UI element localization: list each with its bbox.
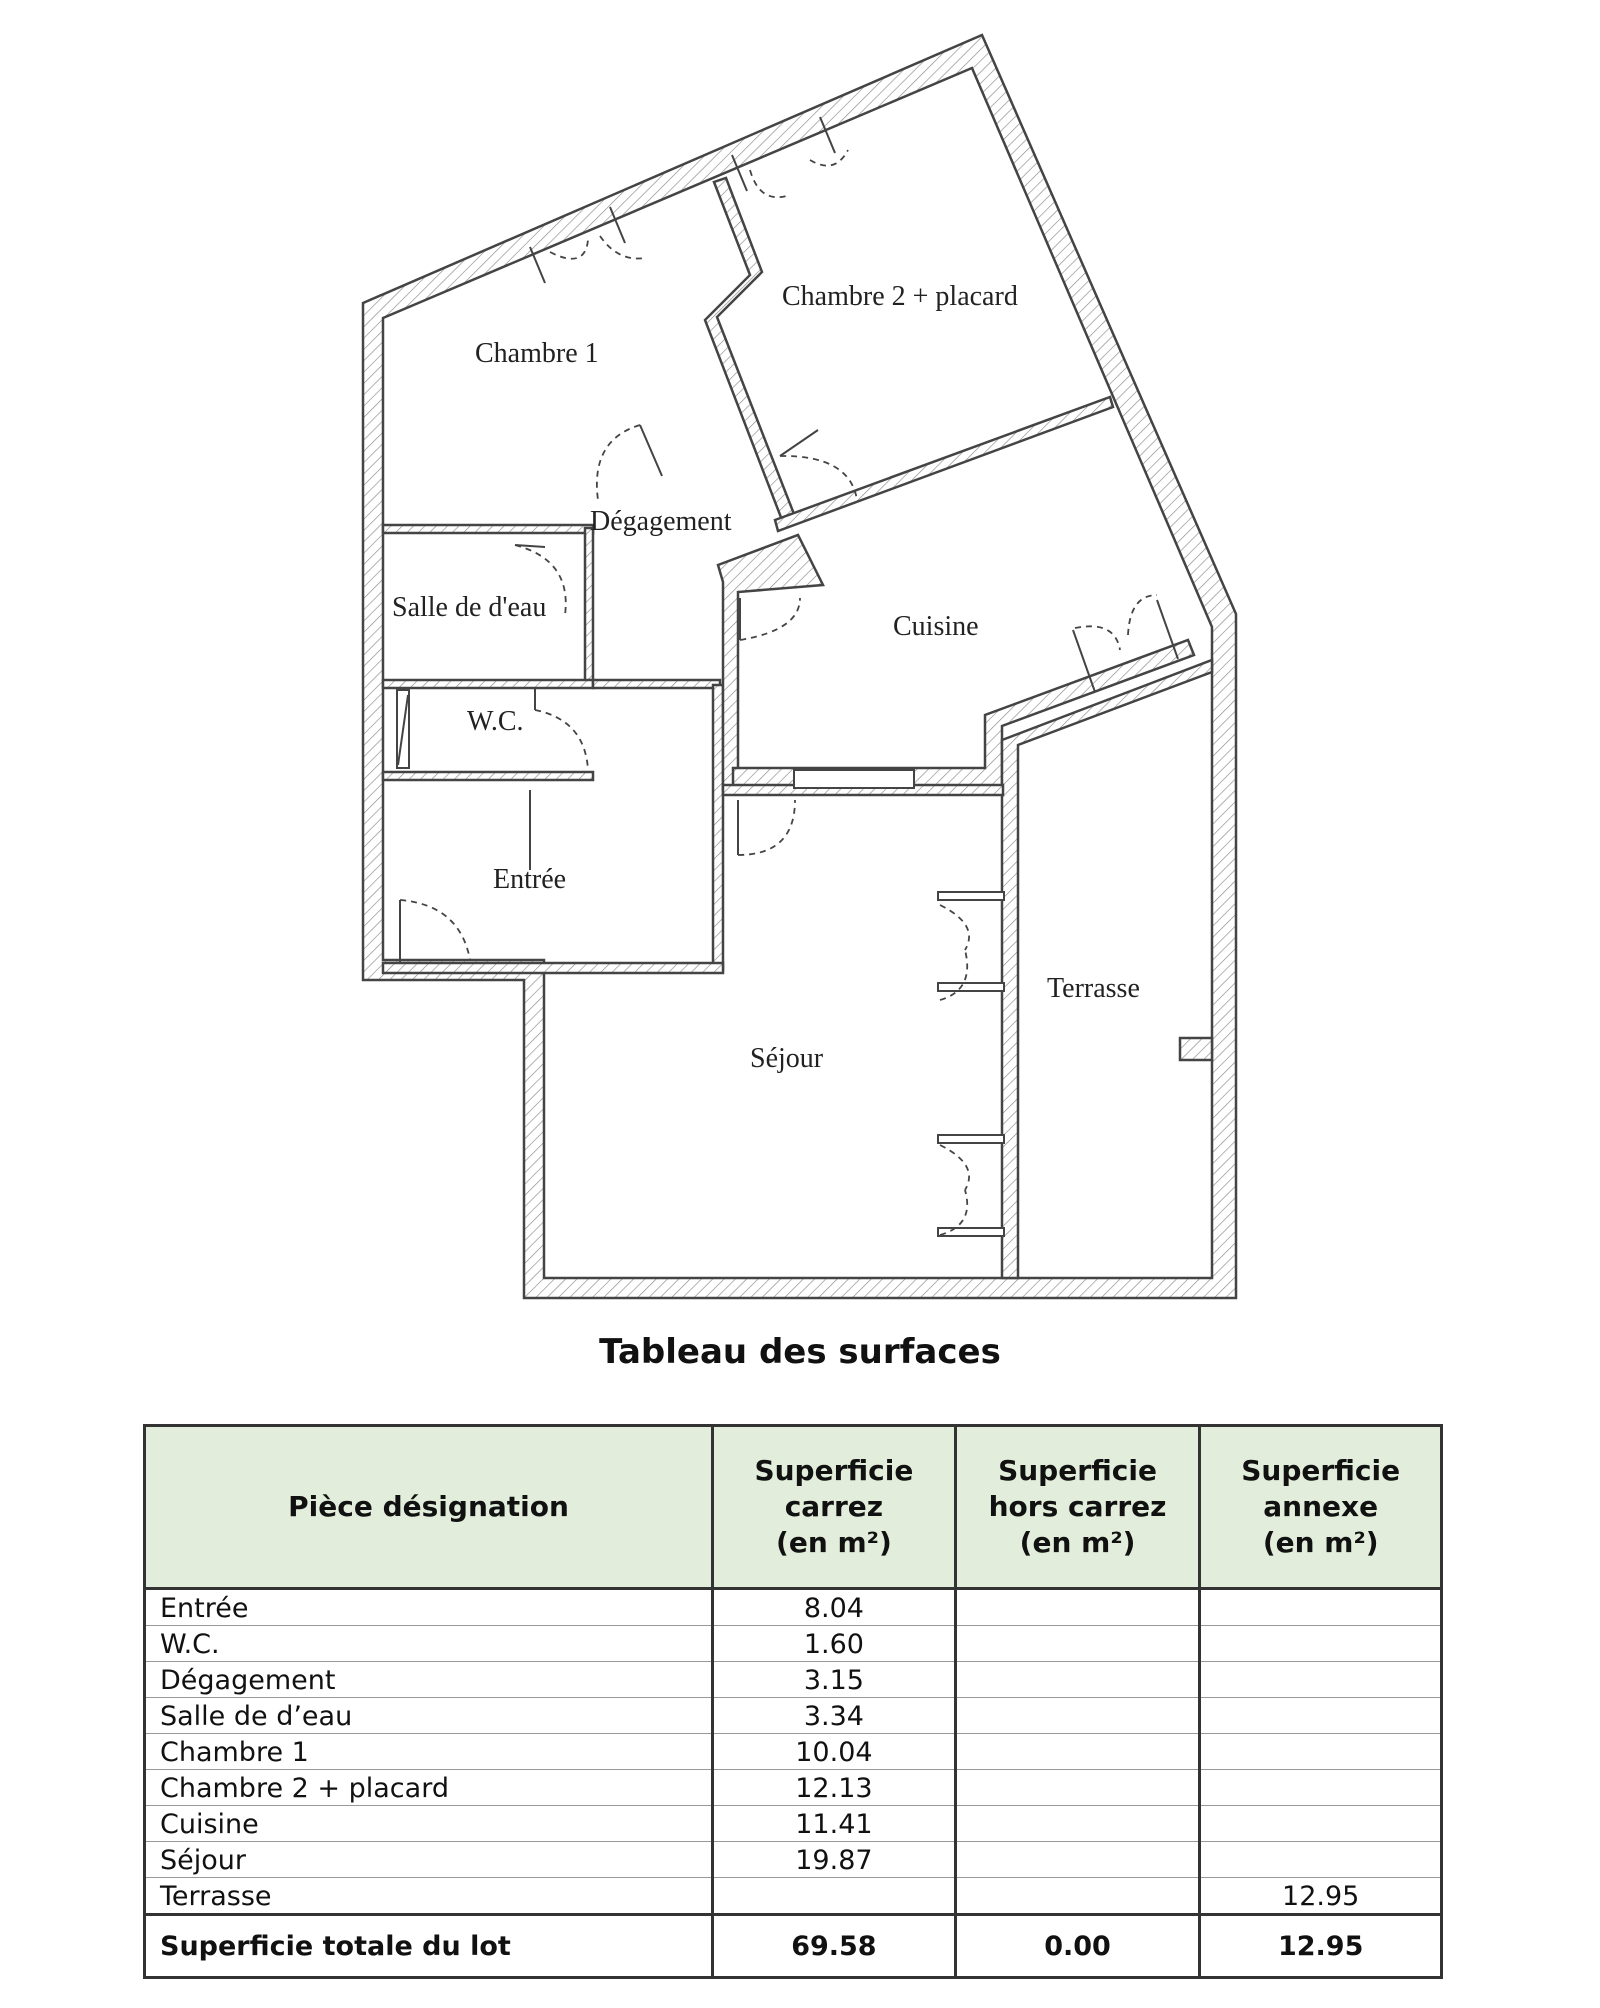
table-row	[145, 1698, 1442, 1734]
wall-entree-right	[713, 685, 723, 970]
row-name: Salle de d’eau	[145, 1698, 713, 1734]
label-degagement: Dégagement	[590, 506, 732, 537]
row-carrez	[713, 1878, 956, 1915]
wall-salle-right	[585, 528, 593, 685]
row-carrez: 10.04	[713, 1734, 956, 1770]
table-header-row	[145, 1426, 1442, 1589]
header-annexe: Superficie annexe (en m²)	[1200, 1426, 1442, 1589]
label-entree: Entrée	[493, 864, 567, 895]
total-hors-carrez: 0.00	[955, 1915, 1200, 1978]
row-name: Dégagement	[145, 1662, 713, 1698]
row-name: Cuisine	[145, 1806, 713, 1842]
header-piece: Pièce désignation	[145, 1426, 713, 1589]
row-name: Séjour	[145, 1842, 713, 1878]
row-carrez: 12.13	[713, 1770, 956, 1806]
row-carrez: 3.34	[713, 1698, 956, 1734]
wall-entree-bottom	[383, 963, 723, 973]
row-name: Chambre 1	[145, 1734, 713, 1770]
row-hors-carrez	[955, 1806, 1200, 1842]
row-annexe	[1200, 1734, 1442, 1770]
surface-table	[143, 1424, 1443, 1979]
row-carrez: 3.15	[713, 1662, 956, 1698]
row-hors-carrez	[955, 1878, 1200, 1915]
total-annexe: 12.95	[1200, 1915, 1442, 1978]
table-row	[145, 1734, 1442, 1770]
exterior-wall	[363, 35, 1236, 1298]
row-name: Terrasse	[145, 1878, 713, 1915]
row-annexe	[1200, 1806, 1442, 1842]
row-hors-carrez	[955, 1626, 1200, 1662]
row-name: Entrée	[145, 1589, 713, 1626]
table-row	[145, 1589, 1442, 1626]
row-hors-carrez	[955, 1698, 1200, 1734]
label-cuisine: Cuisine	[893, 611, 979, 642]
wall-terrasse-notch	[1180, 1038, 1212, 1060]
row-hors-carrez	[955, 1734, 1200, 1770]
row-hors-carrez	[955, 1770, 1200, 1806]
total-row	[145, 1915, 1442, 1978]
wall-salle-bottom	[383, 680, 593, 688]
table-row	[145, 1806, 1442, 1842]
table-row	[145, 1842, 1442, 1878]
label-chambre-2: Chambre 2 + placard	[782, 281, 1018, 312]
header-carrez: Superficie carrez (en m²)	[713, 1426, 956, 1589]
wall-chambre1-chambre2	[705, 178, 794, 520]
label-chambre-1: Chambre 1	[475, 338, 599, 369]
row-hors-carrez	[955, 1589, 1200, 1626]
row-carrez: 19.87	[713, 1842, 956, 1878]
table-row	[145, 1626, 1442, 1662]
wall-chambre1-bottom	[383, 525, 593, 533]
row-annexe	[1200, 1626, 1442, 1662]
wall-chambre2-cuisine	[775, 397, 1113, 531]
label-wc: W.C.	[467, 706, 524, 737]
table-row	[145, 1878, 1442, 1915]
wall-terrasse-left	[1002, 660, 1212, 1278]
row-annexe	[1200, 1589, 1442, 1626]
row-name: W.C.	[145, 1626, 713, 1662]
label-sejour: Séjour	[750, 1043, 824, 1074]
total-carrez: 69.58	[713, 1915, 956, 1978]
row-hors-carrez	[955, 1842, 1200, 1878]
row-carrez: 1.60	[713, 1626, 956, 1662]
label-terrasse: Terrasse	[1047, 973, 1140, 1004]
wall-cuisine-bottom	[733, 640, 1194, 790]
wall-cuisine-left	[718, 535, 823, 790]
row-annexe	[1200, 1698, 1442, 1734]
table-row	[145, 1662, 1442, 1698]
row-annexe: 12.95	[1200, 1878, 1442, 1915]
row-annexe	[1200, 1842, 1442, 1878]
label-salle-de-deau: Salle de d'eau	[392, 592, 547, 623]
wall-wc-bottom	[383, 772, 593, 780]
row-carrez: 11.41	[713, 1806, 956, 1842]
total-label: Superficie totale du lot	[145, 1915, 713, 1978]
row-annexe	[1200, 1770, 1442, 1806]
row-hors-carrez	[955, 1662, 1200, 1698]
row-name: Chambre 2 + placard	[145, 1770, 713, 1806]
row-carrez: 8.04	[713, 1589, 956, 1626]
header-hors-carrez: Superficie hors carrez (en m²)	[955, 1426, 1200, 1589]
row-annexe	[1200, 1662, 1442, 1698]
table-title: Tableau des surfaces	[599, 1332, 1001, 1372]
table-row	[145, 1770, 1442, 1806]
wall-degagement-bottom	[593, 680, 720, 688]
